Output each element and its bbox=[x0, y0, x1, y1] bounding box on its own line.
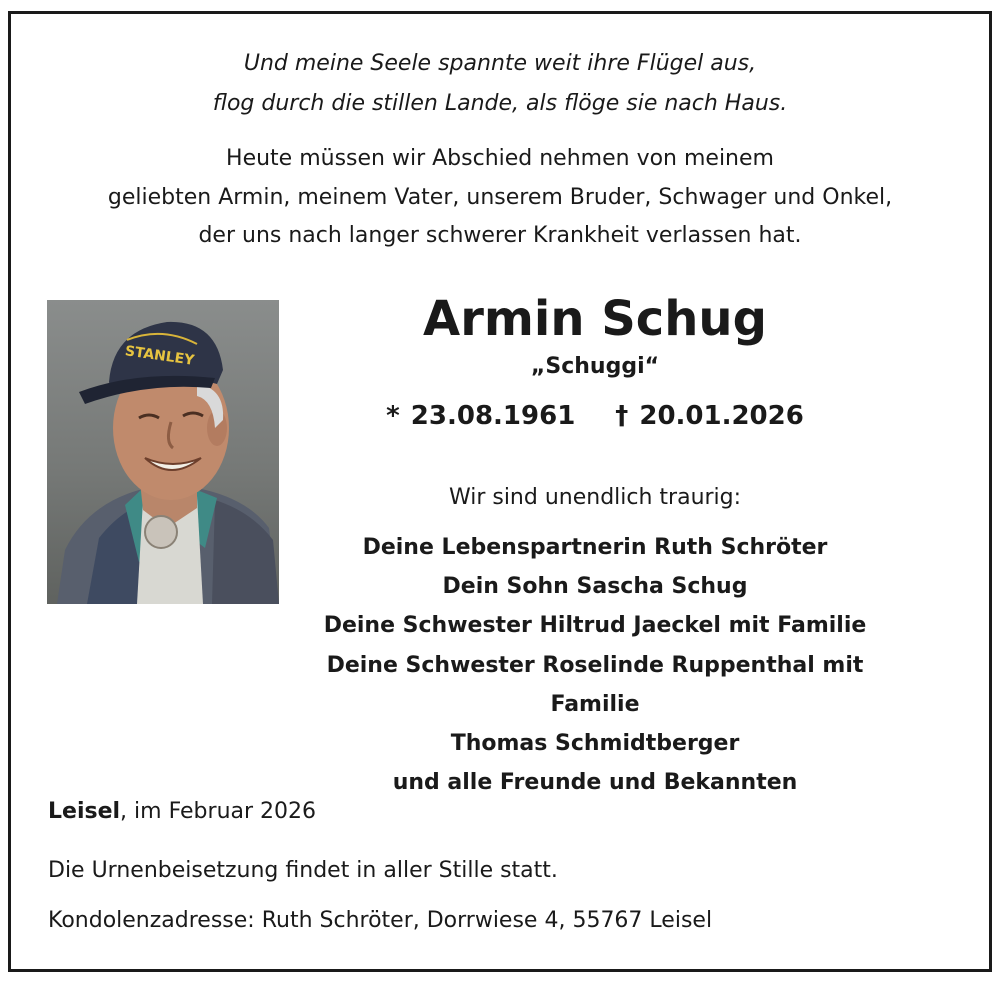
mourner-item: Dein Sohn Sascha Schug bbox=[442, 574, 748, 600]
deceased-name: Armin Schug bbox=[423, 291, 767, 347]
mourner-item: Deine Schwester Roselinde Ruppenthal mit Familie bbox=[326, 652, 864, 717]
portrait-photo bbox=[47, 300, 279, 604]
portrait-illustration bbox=[47, 300, 279, 604]
mourner-item: Deine Schwester Hiltrud Jaeckel mit Familie bbox=[323, 613, 867, 639]
burial-note: Die Urnenbeisetzung findet in aller Stille statt. bbox=[48, 858, 558, 883]
poem-line: Und meine Seele spannte weit ihre Flügel aus, bbox=[243, 51, 757, 76]
intro-line: der uns nach langer schwerer Krankheit verlassen hat. bbox=[198, 223, 802, 248]
place-date-line bbox=[48, 797, 316, 827]
place-name: Leisel bbox=[48, 799, 121, 824]
deceased-nickname: „Schuggi“ bbox=[530, 354, 660, 379]
poem bbox=[0, 44, 1000, 124]
mourner-item: Thomas Schmidtberger bbox=[450, 731, 740, 757]
mourner-list bbox=[280, 528, 910, 802]
cap-logo: STANLEY bbox=[123, 343, 196, 369]
mourner-item: Deine Lebenspartnerin Ruth Schröter bbox=[362, 535, 828, 560]
death-date: † 20.01.2026 bbox=[615, 401, 804, 431]
intro-line: Heute müssen wir Abschied nehmen von meinem bbox=[226, 146, 774, 171]
condolence-address: Kondolenzadresse: Ruth Schröter, Dorrwiese 4, 55767 Leisel bbox=[48, 908, 713, 933]
mourning-heading: Wir sind unendlich traurig: bbox=[448, 485, 742, 510]
intro-line: geliebten Armin, meinem Vater, unserem Bruder, Schwager und Onkel, bbox=[107, 184, 893, 210]
birth-date: * 23.08.1961 bbox=[386, 401, 576, 431]
intro-text bbox=[0, 140, 1000, 256]
date-text: , im Februar 2026 bbox=[120, 799, 317, 824]
mourner-item: und alle Freunde und Bekannten bbox=[392, 770, 798, 796]
life-dates bbox=[280, 396, 910, 436]
poem-line: flog durch die stillen Lande, als flöge sie nach Haus. bbox=[212, 91, 788, 116]
